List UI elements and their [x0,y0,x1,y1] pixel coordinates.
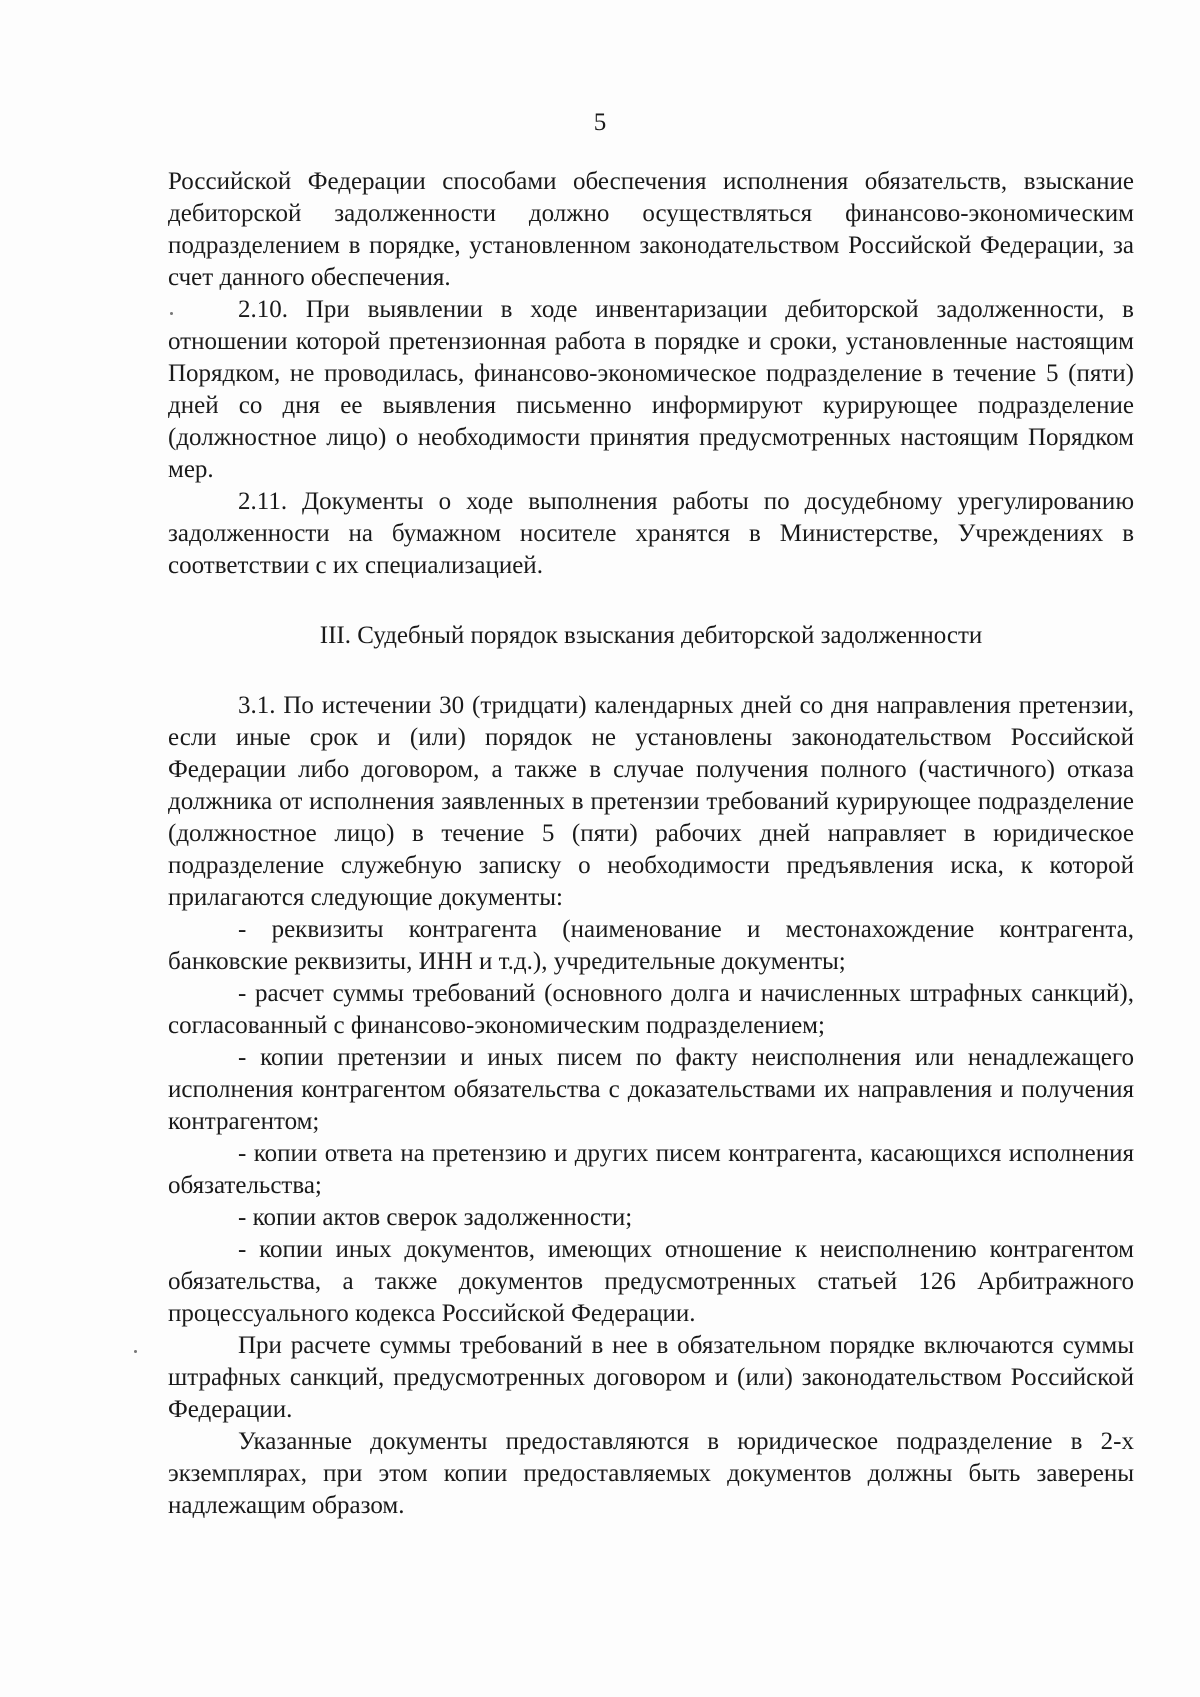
list-item-other-documents: - копии иных документов, имеющих отношение к неисполнению контрагентом обязательства, а также документов предусмотренных статьей 126 Арбитражного процессуального кодекса Российской Федерации. [168,1236,1134,1327]
scan-speck [134,1350,137,1353]
paragraph-3-1: 3.1. По истечении 30 (тридцати) календарных дней со дня направления претензии, если иные срок и (или) порядок не установлены законодательством Российской Федерации либо договором, а также в случае получения полного (частичного) отказа должника от исполнения заявленных в претензии требований курирующее подразделение (должностное лицо) в течение 5 (пяти) рабочих дней направляет в юридическое подразделение служебную записку о необходимости предъявления иска, к которой прилагаются следующие документы: [168,692,1134,911]
paragraph-calculation: При расчете суммы требований в нее в обязательном порядке включаются суммы штрафных санкций, предусмотренных договором и (или) законодательством Российской Федерации. [168,1332,1134,1423]
document-body [168,166,1134,1522]
list-item-reconciliation-acts: - копии актов сверок задолженности; [238,1204,633,1231]
paragraph-documents: Указанные документы предоставляются в юридическое подразделение в 2-х экземплярах, при этом копии предоставляемых документов должны быть заверены надлежащим образом. [168,1428,1134,1519]
scan-speck [170,312,173,315]
section-heading: III. Судебный порядок взыскания дебиторской задолженности [319,622,983,649]
paragraph-2-11: 2.11. Документы о ходе выполнения работы по досудебному урегулированию задолженности на бумажном носителе хранятся в Министерстве, Учреждениях в соответствии с их специализацией. [168,488,1134,579]
page-number: 5 [593,109,607,136]
list-item-calculation: - расчет суммы требований (основного долга и начисленных штрафных санкций), согласованный с финансово-экономическим подразделением; [168,980,1134,1039]
paragraph-continuation: Российской Федерации способами обеспечения исполнения обязательств, взыскание дебиторской задолженности должно осуществляться финансово-экономическим подразделением в порядке, установленном законодательством Российской Федерации, за счет данного обеспечения. [168,168,1134,291]
list-item-claim-copies: - копии претензии и иных писем по факту неисполнения или ненадлежащего исполнения контрагентом обязательства с доказательствами их направления и получения контрагентом; [168,1044,1134,1135]
list-item-response-copies: - копии ответа на претензию и других писем контрагента, касающихся исполнения обязательства; [168,1140,1134,1199]
list-item-requisites: - реквизиты контрагента (наименование и местонахождение контрагента, банковские реквизиты, ИНН и т.д.), учредительные документы; [168,916,1134,975]
paragraph-2-10: 2.10. При выявлении в ходе инвентаризации дебиторской задолженности, в отношении которой претензионная работа в порядке и сроки, установленные настоящим Порядком, не проводилась, финансово-экономическое подразделение в течение 5 (пяти) дней со дня ее выявления письменно информируют курирующее подразделение (должностное лицо) о необходимости принятия предусмотренных настоящим Порядком мер. [168,296,1134,483]
